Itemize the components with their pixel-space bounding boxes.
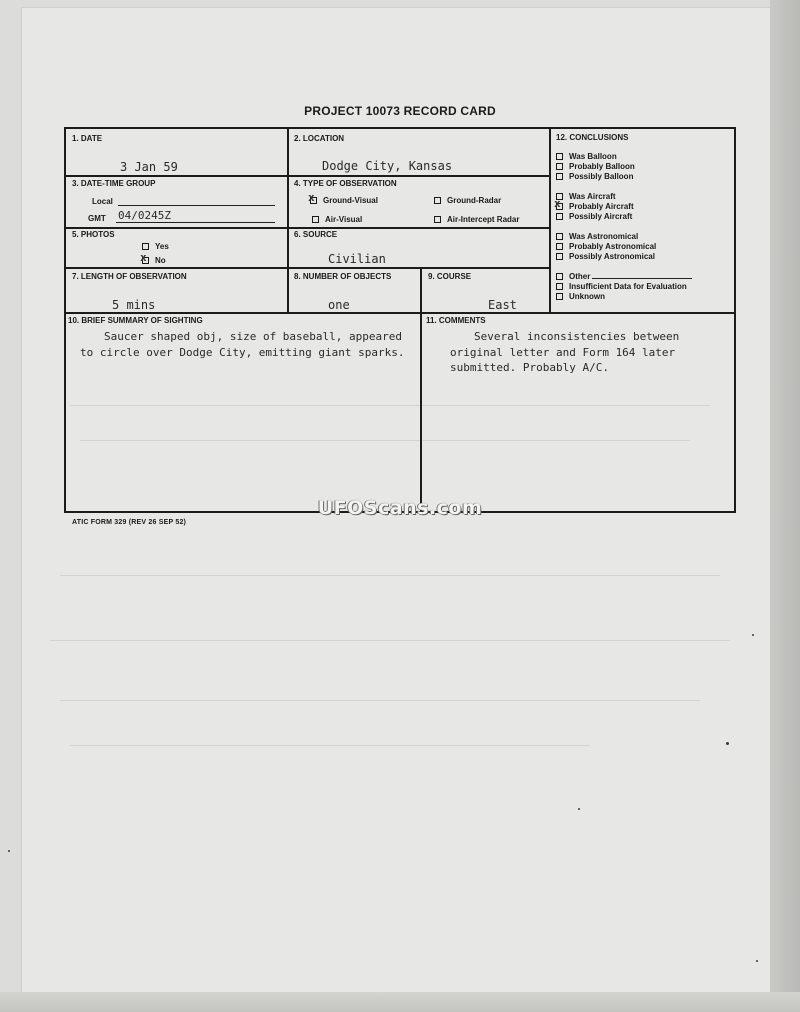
course-value: East — [488, 298, 517, 312]
course-label: 9. COURSE — [428, 272, 472, 281]
conclusions-group-other — [556, 271, 692, 301]
ground-radar-checkbox[interactable]: Ground-Radar — [434, 196, 501, 205]
possibly-aircraft-checkbox[interactable]: Possibly Aircraft — [556, 211, 634, 221]
scan-speck — [578, 808, 580, 810]
photos-no-checkbox[interactable]: x No — [142, 256, 166, 265]
checkbox-empty — [312, 216, 319, 223]
conclusions-group-balloon — [556, 151, 635, 181]
gmt-value: 04/0245Z — [118, 209, 171, 222]
number-of-objects-value: one — [328, 298, 350, 312]
probably-aircraft-checkbox[interactable]: x Probably Aircraft — [556, 201, 634, 211]
divider-v-date-location — [287, 128, 289, 313]
bleed-through-line — [60, 575, 720, 576]
scan-speck — [756, 960, 758, 962]
photos-label: 5. PHOTOS — [72, 230, 115, 239]
was-astronomical-checkbox[interactable]: Was Astronomical — [556, 231, 656, 241]
comments-label: 11. COMMENTS — [426, 316, 486, 325]
form-id: ATIC FORM 329 (REV 26 SEP 52) — [72, 519, 187, 526]
probably-astronomical-checkbox[interactable]: Probably Astronomical — [556, 241, 656, 251]
air-intercept-radar-checkbox[interactable]: Air-Intercept Radar — [434, 215, 519, 224]
ground-visual-checkbox[interactable]: x Ground-Visual — [310, 196, 378, 205]
brief-summary-label: 10. BRIEF SUMMARY OF SIGHTING — [68, 316, 203, 325]
possibly-balloon-checkbox[interactable]: Possibly Balloon — [556, 171, 635, 181]
bleed-through-line — [60, 700, 700, 701]
gmt-label: GMT — [88, 214, 106, 223]
was-aircraft-checkbox[interactable]: Was Aircraft — [556, 191, 634, 201]
conclusions-label: 12. CONCLUSIONS — [556, 133, 629, 142]
date-value: 3 Jan 59 — [120, 160, 178, 174]
bleed-through-line — [50, 640, 730, 641]
unknown-checkbox[interactable]: Unknown — [556, 291, 692, 301]
other-underline — [592, 278, 692, 279]
source-value: Civilian — [328, 252, 386, 266]
divider-v-conclusions — [549, 128, 551, 313]
other-checkbox[interactable]: Other — [556, 271, 692, 281]
local-label: Local — [92, 197, 113, 206]
air-visual-checkbox[interactable]: Air-Visual — [312, 215, 362, 224]
watermark: UFOScans.com — [317, 497, 483, 519]
photos-yes-checkbox[interactable]: Yes — [142, 242, 169, 251]
location-label: 2. LOCATION — [294, 134, 345, 143]
divider-h-3 — [65, 267, 550, 269]
date-label: 1. DATE — [72, 134, 103, 143]
checkbox-empty — [434, 197, 441, 204]
divider-h-2 — [65, 227, 550, 229]
number-of-objects-label: 8. NUMBER OF OBJECTS — [294, 272, 392, 281]
conclusions-group-aircraft — [556, 191, 634, 221]
checkbox-checked — [142, 257, 149, 264]
scan-speck — [726, 742, 729, 745]
type-of-observation-label: 4. TYPE OF OBSERVATION — [294, 179, 397, 188]
location-value: Dodge City, Kansas — [322, 159, 453, 173]
source-label: 6. SOURCE — [294, 230, 338, 239]
checkbox-empty — [142, 243, 149, 250]
scan-speck — [752, 634, 754, 636]
conclusions-group-astronomical — [556, 231, 656, 261]
comments-text: Several inconsistencies between original letter and Form 164 later submitted. Probably A/C. — [450, 330, 680, 374]
divider-h-4 — [65, 312, 735, 314]
brief-summary-text: Saucer shaped obj, size of baseball, appeared to circle over Dodge City, emitting giant sparks. — [80, 330, 405, 359]
card-title: PROJECT 10073 RECORD CARD — [304, 104, 496, 118]
scan-edge-bottom — [0, 992, 800, 1012]
date-time-group-label: 3. DATE-TIME GROUP — [72, 179, 156, 188]
length-of-observation-label: 7. LENGTH OF OBSERVATION — [72, 272, 187, 281]
scan-speck — [8, 850, 10, 852]
gmt-underline — [116, 222, 275, 223]
was-balloon-checkbox[interactable]: Was Balloon — [556, 151, 635, 161]
length-of-observation-value: 5 mins — [112, 298, 156, 312]
possibly-astronomical-checkbox[interactable]: Possibly Astronomical — [556, 251, 656, 261]
divider-v-objects-course — [420, 268, 422, 511]
checkbox-checked — [310, 197, 317, 204]
bleed-through-line — [70, 745, 590, 746]
probably-balloon-checkbox[interactable]: Probably Balloon — [556, 161, 635, 171]
divider-h-1 — [65, 175, 550, 177]
local-underline — [118, 205, 275, 206]
insufficient-data-checkbox[interactable]: Insufficient Data for Evaluation — [556, 281, 692, 291]
checkbox-empty — [434, 216, 441, 223]
